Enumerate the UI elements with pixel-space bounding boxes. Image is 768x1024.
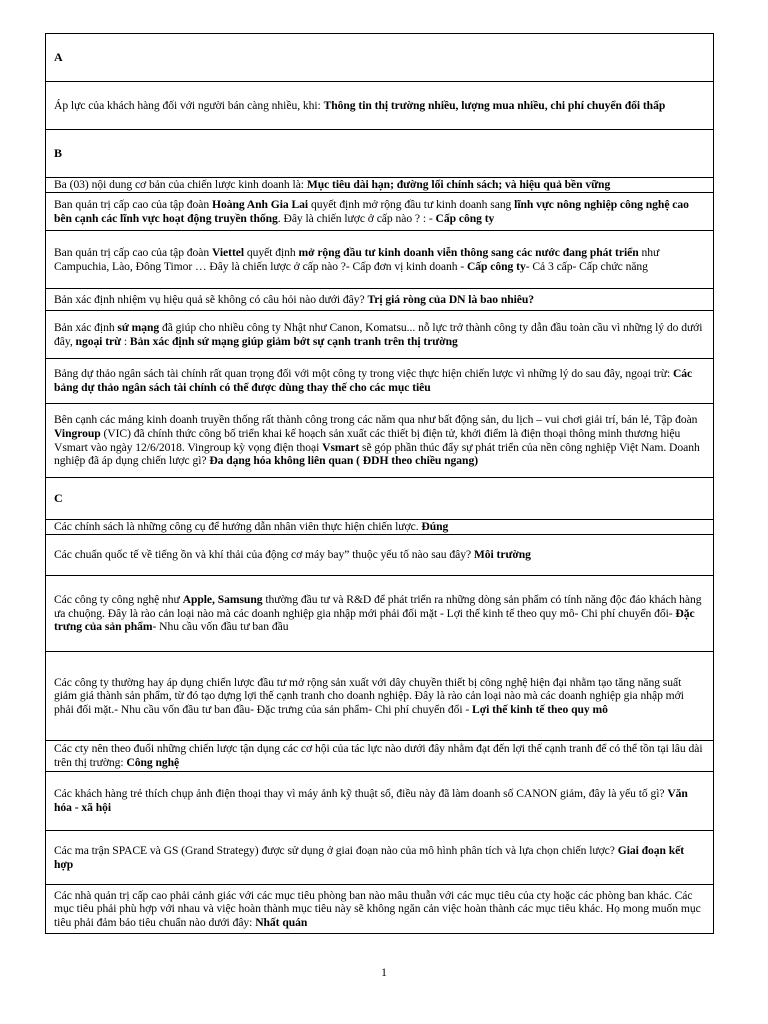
question-text: đã giúp cho nhiều công ty Nhật như Canon, Komatsu... nỗ lực trở thành công ty dẫn đầu toàn cầu vì những lý do dưới đây, — [54, 320, 703, 348]
question-row — [46, 311, 714, 359]
question-text: Các khách hàng trẻ thích chụp ảnh điện thoại thay vì máy ảnh kỹ thuật số, điều này đã làm doanh số CANON giảm, đây là yếu tố gì? — [54, 787, 668, 801]
question-row — [46, 178, 714, 193]
question-row — [46, 885, 714, 934]
section-letter: B — [54, 145, 62, 160]
question-text: Các cty nên theo đuổi những chiến lược tận dụng các cơ hội của tác lực nào dưới đây nhằm đạt đến lợi thế cạnh tranh để có thể tồn tại lâu dài trên thị trường: — [54, 742, 703, 769]
question-text: Các chuẩn quốc tế về tiếng ồn và khí thải của động cơ máy bay” thuộc yếu tố nào sau đây? — [54, 548, 474, 562]
answer-text: Đúng — [421, 520, 449, 534]
answer-text: lĩnh vực nông nghiệp công nghệ cao bên cạnh các lĩnh vực hoạt động truyền thống — [54, 197, 689, 225]
question-text: như Campuchia, Lào, Đông Timor … Đây là chiến lược ở cấp nào ?- Cấp đơn vị kinh doanh - — [54, 245, 660, 273]
question-text: sẽ góp phần thúc đẩy sự phát triển của nền công nghiệp Việt Nam. Doanh nghiệp đã áp dụng chiến lược gì? — [54, 440, 700, 468]
answer-text: mở rộng đầu tư kinh doanh viễn thông sang các nước đang phát triển — [298, 245, 639, 259]
question-cell — [46, 535, 714, 576]
question-text: Ban quản trị cấp cao của tập đoàn — [54, 197, 212, 211]
section-row — [46, 130, 714, 178]
section-letter: C — [54, 490, 63, 505]
question-text: quyết định mở rộng đầu tư kinh doanh sang — [308, 197, 515, 211]
question-text: Bảng dự thảo ngân sách tài chính rất quan trọng đối với một công ty trong việc thực hiện chiến lược vì những lý do sau đây, ngoại trừ: — [54, 367, 673, 381]
answer-text: Giai đoạn kết hợp — [54, 843, 685, 871]
question-text: quyết định — [244, 245, 299, 259]
question-cell — [46, 82, 714, 130]
question-text: - Nhu cầu vốn đầu tư ban đầu — [152, 620, 289, 634]
answer-text: Cấp công ty — [466, 259, 526, 273]
answer-text: Hoàng Anh Gia Lai — [211, 197, 309, 211]
answer-text: Bản xác định sứ mạng giúp giảm bớt sự cạnh tranh trên thị trường — [129, 334, 458, 348]
answer-text: Công nghệ — [126, 756, 180, 769]
answer-text: Mục tiêu dài hạn; đường lối chính sách; và hiệu quả bền vững — [306, 178, 611, 192]
question-cell — [46, 772, 714, 831]
answer-text: ngoại trừ — [75, 334, 122, 348]
answer-text: Thông tin thị trường nhiều, lượng mua nhiều, chi phí chuyển đổi thấp — [323, 98, 666, 112]
section-cell — [46, 478, 714, 520]
question-cell — [46, 404, 714, 478]
question-cell — [46, 289, 714, 311]
section-cell — [46, 130, 714, 178]
answer-text: Viettel — [211, 245, 245, 259]
answer-text: Nhất quán — [255, 915, 308, 929]
answer-text: Các bảng dự thảo ngân sách tài chính có thể được dùng thay thế cho các mục tiêu — [54, 367, 693, 394]
question-text: thường đầu tư và R&D để phát triển ra những dòng sản phẩm có tính năng độc đáo khách hàng ưa chuộng. Đây là rào cản loại nào mà các doanh nghiệp gia nhập mới phải đối mặt - Lợi thế kinh tế theo quy mô- Chi phí chuyển đổi- — [54, 593, 702, 620]
answer-text: Trị giá ròng của DN là bao nhiêu? — [367, 292, 535, 306]
question-cell — [46, 741, 714, 772]
question-row — [46, 520, 714, 535]
question-row — [46, 741, 714, 772]
answer-text: Văn hóa - xã hội — [54, 787, 688, 814]
question-cell — [46, 885, 714, 934]
section-cell — [46, 34, 714, 82]
question-row — [46, 535, 714, 576]
question-text: - Cả 3 cấp- Cấp chức năng — [525, 259, 648, 273]
question-text: Ba (03) nội dung cơ bản của chiến lược kinh doanh là: — [54, 178, 307, 192]
table-body — [46, 34, 714, 934]
question-text: Bản xác định — [54, 320, 118, 334]
question-row — [46, 576, 714, 652]
question-text: Các ma trận SPACE và GS (Grand Strategy) được sử dụng ở giai đoạn nào của mô hình phân tích và lựa chọn chiến lược? — [54, 843, 618, 857]
question-row — [46, 359, 714, 404]
answer-text: Cấp công ty — [435, 211, 495, 225]
question-row — [46, 82, 714, 130]
question-cell — [46, 652, 714, 741]
answer-text: Đa dạng hóa không liên quan ( ĐDH theo chiều ngang) — [209, 454, 479, 468]
question-row — [46, 404, 714, 478]
question-text: . Đây là chiến lược ở cấp nào ? : - — [277, 211, 436, 225]
question-cell — [46, 359, 714, 404]
question-text: Áp lực của khách hàng đối với người bán càng nhiều, khi: — [54, 98, 324, 112]
answer-text: Apple, Samsung — [182, 593, 263, 607]
question-text: Bản xác định nhiệm vụ hiệu quả sẽ không có câu hỏi nào dưới đây? — [54, 292, 368, 306]
section-row — [46, 34, 714, 82]
question-row — [46, 231, 714, 289]
question-row — [46, 193, 714, 231]
question-cell — [46, 311, 714, 359]
question-text: (VIC) đã chính thức công bố triển khai kế hoạch sản xuất các thiết bị điện tử, khởi điểm là điện thoại thông minh thương hiệu Vsmart vào ngày 12/6/2018. Vingroup kỳ vọng điện thoại — [54, 426, 681, 454]
question-cell — [46, 193, 714, 231]
answer-text: Lợi thế kinh tế theo quy mô — [472, 702, 608, 716]
question-cell — [46, 520, 714, 535]
question-row — [46, 831, 714, 885]
question-text: Các công ty công nghệ như — [54, 593, 183, 607]
answer-text: Đặc trưng của sản phẩm — [54, 606, 695, 634]
question-text: Các chính sách là những công cụ để hướng dẫn nhân viên thực hiện chiến lược. — [54, 520, 422, 534]
page-number: 1 — [381, 967, 387, 979]
question-row — [46, 772, 714, 831]
question-text: Các công ty thường hay áp dụng chiến lược đầu tư mở rộng sản xuất với dây chuyền thiết bị công nghệ hiện đại nhằm tạo tăng năng suất giảm giá thành sản phẩm, từ đó tạo dựng lợi thế cạnh tranh cho doanh nghiệp. Đây là rào cản loại nào mà các doanh nghiệp gia nhập mới phải đối mặt.- Nhu cầu vốn đầu tư ban đầu- Đặc trưng của sản phẩm- Chi phí chuyển đổi - — [54, 675, 684, 716]
question-text: Bên cạnh các mảng kinh doanh truyền thống rất thành công trong các năm qua như bất động sản, du lịch – vui chơi giải trí, bán lẻ, Tập đoàn — [54, 413, 698, 427]
question-text: Ban quản trị cấp cao của tập đoàn — [54, 245, 212, 259]
question-cell — [46, 831, 714, 885]
question-text: Các nhà quản trị cấp cao phải cảnh giác với các mục tiêu phòng ban nào mâu thuẫn với các mục tiêu của cty hoặc các phòng ban khác. Các mục tiêu phải phù hợp với nhau và việc hoàn thành mục tiêu này sẽ không ngăn cản việc hoàn thành các mục tiêu khác. Họ mong muốn mục tiêu phải đảm bảo tiêu chuẩn nào dưới đây: — [54, 888, 701, 929]
answer-text: sứ mạng — [117, 320, 160, 334]
question-cell — [46, 231, 714, 289]
question-table — [45, 33, 714, 934]
question-row — [46, 289, 714, 311]
answer-text: Môi trường — [473, 548, 531, 562]
question-text: : — [121, 334, 130, 348]
section-row — [46, 478, 714, 520]
answer-text: Vingroup — [54, 426, 101, 440]
question-cell — [46, 178, 714, 193]
question-cell — [46, 576, 714, 652]
section-letter: A — [54, 49, 63, 64]
answer-text: Vsmart — [322, 440, 360, 454]
question-row — [46, 652, 714, 741]
